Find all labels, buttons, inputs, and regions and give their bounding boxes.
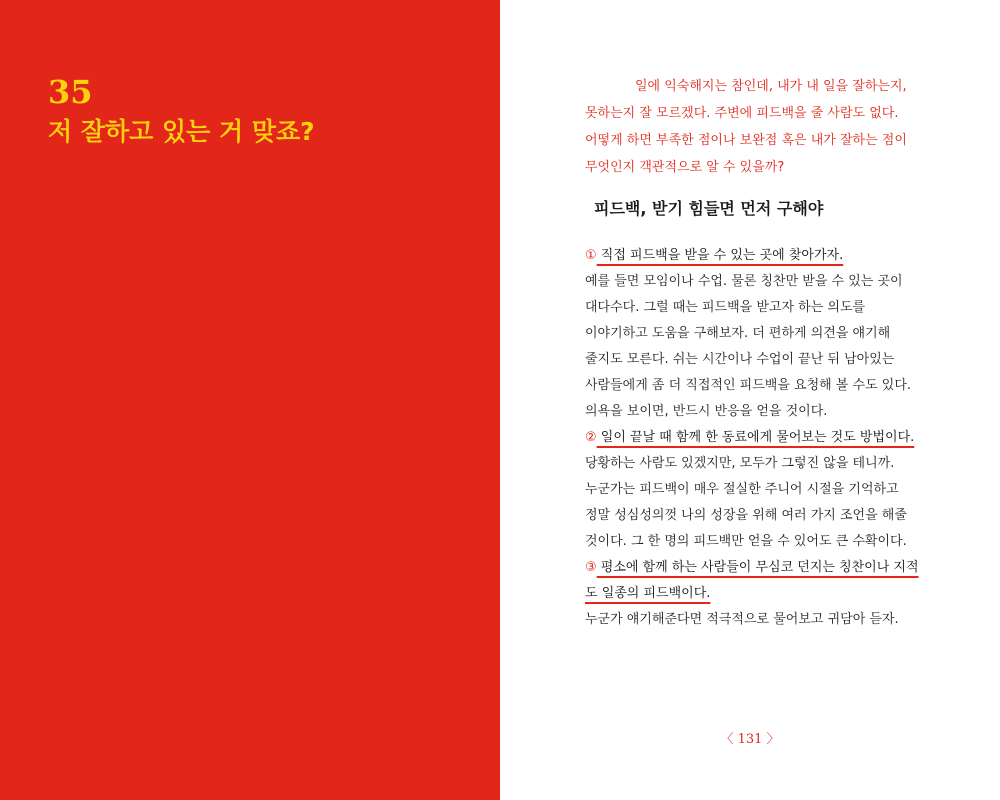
tip-number: ① (585, 248, 597, 263)
intro-line: 일에 익숙해지는 참인데, 내가 내 일을 잘하는지, (635, 79, 907, 94)
body-line: 예를 들면 모임이나 수업. 물론 칭찬만 받을 수 있는 곳이 (585, 274, 903, 289)
body-line: 것이다. 그 한 명의 피드백만 얻을 수 있어도 큰 수확이다. (585, 534, 907, 549)
intro-paragraph (585, 73, 985, 181)
body-line: 대다수다. 그럴 때는 피드백을 받고자 하는 의도를 (585, 300, 866, 315)
body-line: 줄지도 모른다. 쉬는 시간이나 수업이 끝난 뒤 남아있는 (585, 352, 895, 367)
tip-heading-3-continued (585, 581, 985, 607)
tip-heading-2 (585, 425, 985, 451)
body-line: 이야기하고 도움을 구해보자. 더 편하게 의견을 얘기해 (585, 326, 891, 341)
body-line: 누군가는 피드백이 매우 절실한 주니어 시절을 기억하고 (585, 482, 899, 497)
tip-number: ② (585, 430, 597, 445)
body-line: 누군가 얘기해준다면 적극적으로 물어보고 귀담아 듣자. (585, 612, 899, 627)
tip-heading-text: 도 일종의 피드백이다. (585, 586, 711, 601)
page-number: 〈 131 〉 (720, 732, 780, 747)
tip-heading-text: 평소에 함께 하는 사람들이 무심코 던지는 칭찬이나 지적 (596, 560, 919, 575)
tip-number: ③ (585, 560, 597, 575)
tip-heading-text: 일이 끝날 때 함께 한 동료에게 물어보는 것도 방법이다. (596, 430, 915, 445)
tip-heading-1 (585, 243, 985, 269)
intro-line: 무엇인지 객관적으로 알 수 있을까? (585, 160, 785, 175)
intro-line: 못하는지 잘 모르겠다. 주변에 피드백을 줄 사람도 없다. (585, 106, 899, 121)
body-line: 당황하는 사람도 있겠지만, 모두가 그렇진 않을 테니까. (585, 456, 895, 471)
right-page (500, 0, 1000, 800)
body-line: 의욕을 보이면, 반드시 반응을 얻을 것이다. (585, 404, 828, 419)
tip-heading-text: 직접 피드백을 받을 수 있는 곳에 찾아가자. (596, 248, 844, 263)
body-line: 정말 성심성의껏 나의 성장을 위해 여러 가지 조언을 해줄 (585, 508, 907, 523)
body-line: 사람들에게 좀 더 직접적인 피드백을 요청해 볼 수도 있다. (585, 378, 912, 393)
chapter-title: 저 잘하고 있는 거 맞죠? (48, 117, 315, 146)
intro-line: 어떻게 하면 부족한 점이나 보완점 혹은 내가 잘하는 점이 (585, 133, 907, 148)
body-text (585, 243, 985, 633)
tip-heading-3 (585, 555, 985, 581)
section-heading: 피드백, 받기 힘들면 먼저 구해야 (594, 199, 824, 218)
chapter-number: 35 (48, 73, 93, 111)
